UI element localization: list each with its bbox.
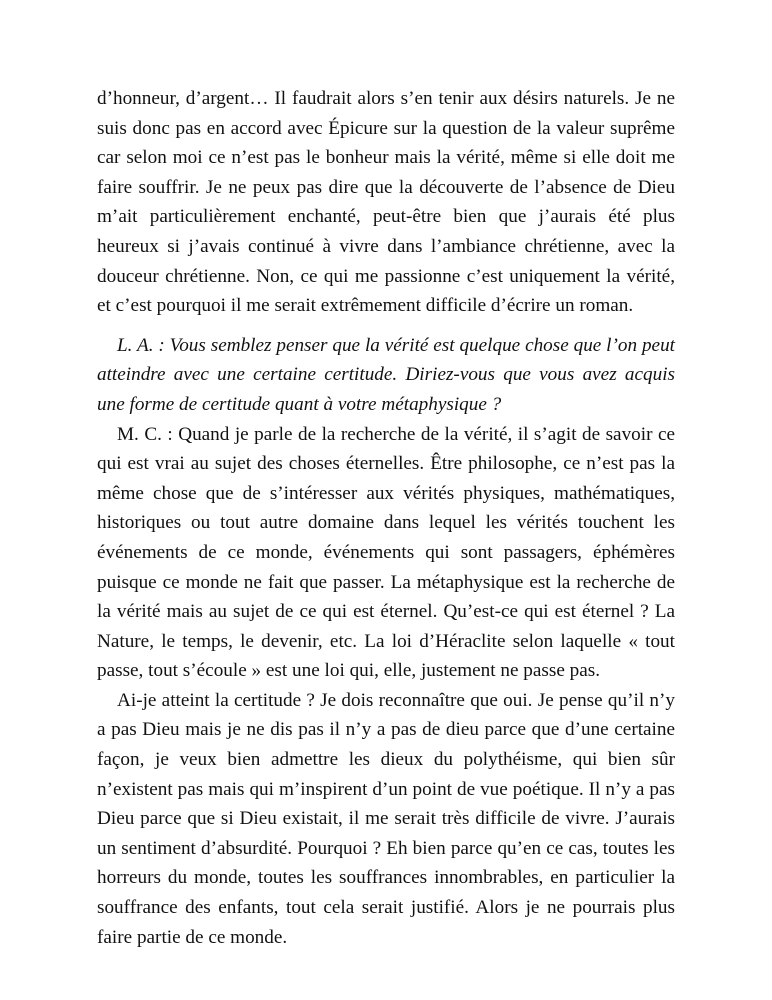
paragraph-answer-certainty: Ai-je atteint la certitude ? Je dois reconnaître que oui. Je pense qu’il n’y a pas Dieu mais je ne dis pas il n’y a pas de dieu parce que d’une certaine façon, je veux bien admettre les dieux du polythéisme, qui bien sûr n’existent pas mais qui m’inspirent d’un point de vue poétique. Il n’y a pas Dieu parce que si Dieu existait, il me serait très difficile de vivre. J’aurais un sentiment d’absurdité. Pourquoi ? Eh bien parce qu’en ce cas, toutes les horreurs du monde, toutes les souffrances innombrables, en particulier la souffrance des enfants, tout cela serait justifié. Alors je ne pourrais plus faire partie de ce monde. [97, 689, 675, 948]
paragraph-continuation: d’honneur, d’argent… Il faudrait alors s’en tenir aux désirs naturels. Je ne suis donc pas en accord avec Épicure sur la question de la valeur suprême car selon moi ce n’est pas le bonheur mais la vérité, même si elle doit me faire souffrir. Je ne peux pas dire que la découverte de l’absence de Dieu m’ait particulièrement enchanté, peut-être bien que j’aurais été plus heureux si j’avais continué à vivre dans l’ambiance chrétienne, avec la douceur chrétienne. Non, ce qui me passionne c’est uniquement la vérité, et c’est pourquoi il me serait extrêmement difficile d’écrire un roman. [97, 88, 675, 317]
paragraph-answer-truth: M. C. : Quand je parle de la recherche de la vérité, il s’agit de savoir ce qui est vrai au sujet des choses éternelles. Être philosophe, ce n’est pas la même chose que de s’intéresser aux vérités physiques, mathématiques, historiques ou tout autre domaine dans lequel les vérités touchent les événements de ce monde, événements qui sont passagers, éphémères puisque ce monde ne fait que passer. La métaphysique est la recherche de la vérité mais au sujet de ce qui est éternel. Qu’est-ce qui est éternel ? La Nature, le temps, le devenir, etc. La loi d’Héraclite selon laquelle « tout passe, tout s’écoule » est une loi qui, elle, justement ne passe pas. [97, 423, 675, 682]
paragraph-interviewer-question: L. A. : Vous semblez penser que la vérité est quelque chose que l’on peut atteindre avec une certaine certitude. Diriez-vous que vous avez acquis une forme de certitude quant à votre métaphysique ? [97, 334, 675, 415]
document-page [97, 84, 675, 952]
